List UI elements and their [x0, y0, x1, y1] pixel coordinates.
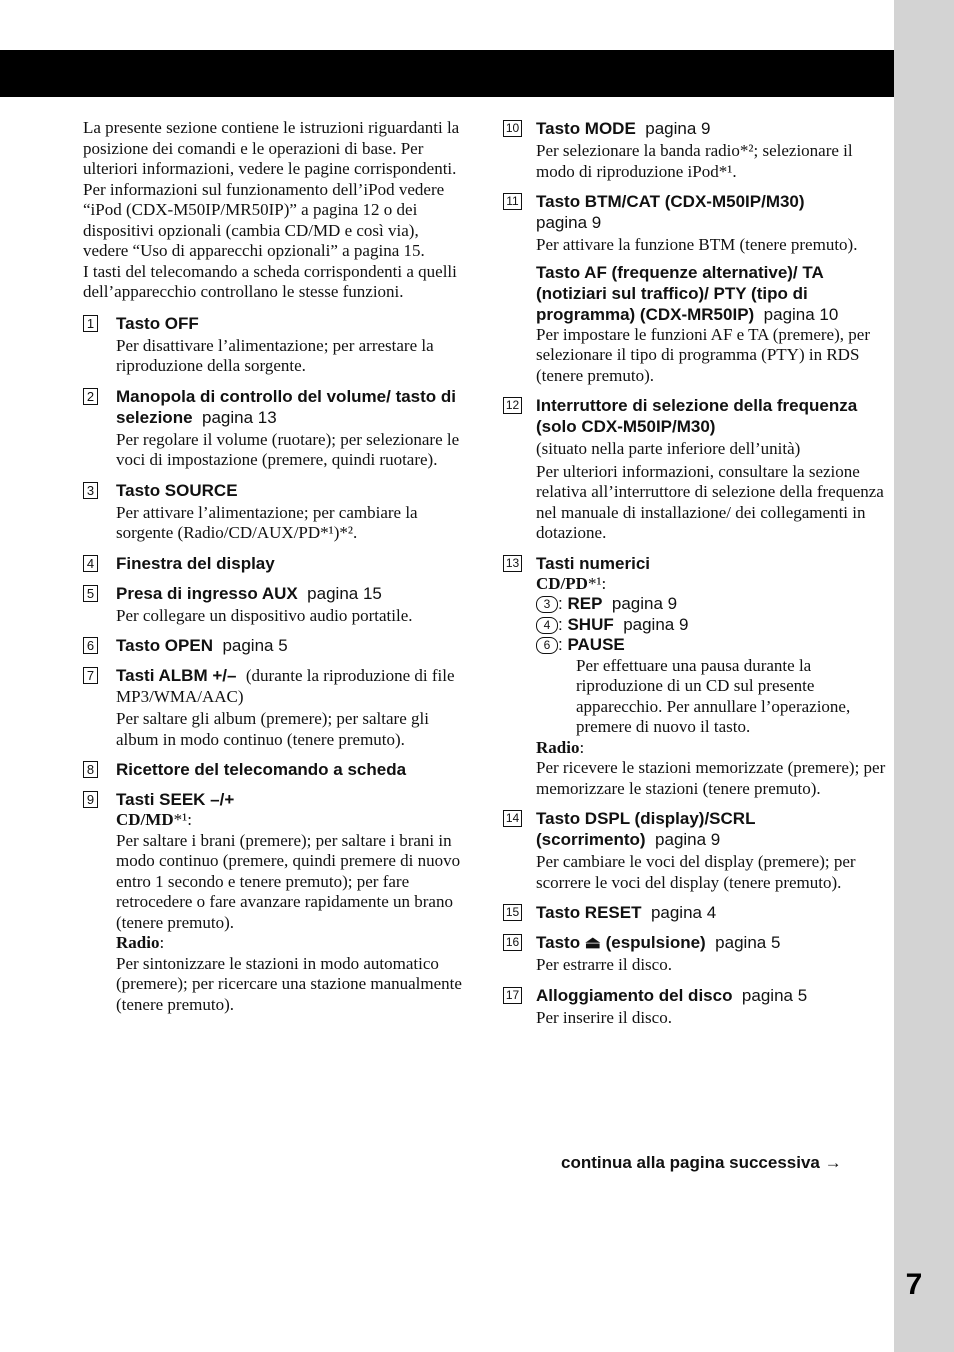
item-number: 12	[503, 397, 522, 414]
item-12	[503, 395, 888, 544]
item-subtitle: Tasto AF (frequenze alternative)/ TA (notiziari sul traffico)/ PTY (tipo di programma) (CDX-MR50IP)	[536, 262, 824, 324]
item-description: Per saltare i brani (premere); per saltare i brani in modo continuo (premere, quindi premere di nuovo entro 1 secondo e tenere premuto); per fare retrocedere o fare avanzare rapidamente un brano (tenere premuto).	[116, 830, 461, 932]
item-14	[503, 808, 888, 893]
item-number: 13	[503, 555, 522, 572]
key-rep: 3 : REP pagina 9	[536, 594, 888, 615]
page-reference: pagina 9	[623, 614, 689, 634]
page-number: 7	[905, 1268, 923, 1301]
item-number: 9	[83, 791, 98, 808]
page-reference: pagina 9	[655, 830, 721, 849]
mode-label: Radio	[536, 737, 580, 757]
page-reference: pagina 5	[741, 985, 808, 1005]
item-description: Per inserire il disco.	[536, 1007, 672, 1027]
key-number: 6	[536, 637, 558, 654]
item-description: Per ricevere le stazioni memorizzate (premere); per memorizzare le stazioni (tenere premuto).	[536, 758, 886, 798]
key-number: 4	[536, 617, 558, 634]
item-title: Tasto ⏏ (espulsione)	[536, 933, 706, 952]
colon: :	[159, 933, 165, 952]
item-description: Per effettuare una pausa durante la riproduzione di un CD sul presente apparecchio. Per annullare l’operazione, premere di nuovo il tasto.	[576, 655, 851, 736]
item-title: Tasti numerici	[536, 553, 650, 573]
item-number: 1	[83, 315, 98, 332]
mode-label: Radio	[116, 933, 160, 952]
key-name: SHUF	[567, 614, 614, 634]
page-reference: pagina 10	[763, 304, 839, 324]
item-number: 14	[503, 810, 522, 827]
item-title: Tasto MODE	[536, 119, 636, 138]
page-reference: pagina 5	[222, 636, 288, 655]
item-title: Ricettore del telecomando a scheda	[116, 760, 407, 779]
item-note: (situato nella parte inferiore dell’unità)	[536, 439, 801, 458]
item-13	[503, 553, 888, 800]
item-title: Presa di ingresso AUX	[116, 583, 298, 603]
item-title: Tasto OFF	[116, 313, 199, 333]
intro-paragraph: I tasti del telecomando a scheda corrispondenti a quelli dell’apparecchio controllano le stesse funzioni.	[83, 261, 457, 301]
item-1	[83, 313, 468, 377]
item-3	[83, 480, 468, 544]
item-2	[83, 386, 468, 471]
mode-label: CD/MD	[116, 810, 174, 829]
item-title: Tasti ALBM +/–	[116, 666, 237, 685]
arrow-right-icon: →	[824, 1153, 842, 1172]
item-number: 10	[503, 120, 522, 137]
page-reference: pagina 9	[645, 119, 711, 138]
page-reference: pagina 4	[650, 903, 717, 922]
item-number: 6	[83, 637, 98, 654]
item-title: Tasti SEEK –/+	[116, 790, 235, 809]
item-number: 17	[503, 987, 522, 1004]
item-title: Tasto DSPL (display)/SCRL (scorrimento)	[536, 809, 756, 849]
right-column	[503, 118, 888, 1028]
intro-paragraph: La presente sezione contiene le istruzioni riguardanti la posizione dei comandi e le operazioni di base. Per ulteriori informazioni, vedere le pagine corrispondenti.	[83, 118, 460, 178]
item-6	[83, 635, 468, 656]
item-5	[83, 583, 468, 627]
key-shuf: 4 : SHUF pagina 9	[536, 615, 888, 636]
page-reference: pagina 5	[715, 933, 781, 952]
key-name: REP	[567, 594, 603, 613]
item-description: Per estrarre il disco.	[536, 955, 672, 974]
side-strip	[894, 0, 954, 1352]
item-description: Per saltare gli album (premere); per saltare gli album in modo continuo (tenere premuto).	[116, 709, 429, 749]
item-description: Per disattivare l’alimentazione; per arrestare la riproduzione della sorgente.	[116, 335, 434, 375]
colon: :	[579, 737, 585, 757]
item-description: Per regolare il volume (ruotare); per selezionare le voci di impostazione (premere, quindi ruotare).	[116, 429, 460, 469]
key-number: 3	[536, 596, 558, 613]
item-title: Tasto RESET	[536, 903, 642, 922]
item-note: (durante la riproduzione di file MP3/WMA/AAC)	[116, 666, 455, 706]
item-description: Per attivare l’alimentazione; per cambiare la sorgente (Radio/CD/AUX/PD*¹)*².	[116, 502, 418, 542]
footnote-mark: *¹:	[587, 573, 607, 593]
header-bar	[0, 50, 894, 97]
key-pause: 6 : PAUSE	[536, 635, 888, 656]
item-description: Per ulteriori informazioni, consultare la sezione relativa all’interruttore di selezione della frequenza nel manuale di installazione/ dei collegamenti in dotazione.	[536, 461, 884, 542]
item-number: 15	[503, 904, 522, 921]
item-title: Interruttore di selezione della frequenza (solo CDX-M50IP/M30)	[536, 396, 858, 436]
continue-note	[561, 1153, 842, 1173]
item-4	[83, 553, 468, 574]
item-description: Per sintonizzare le stazioni in modo automatico (premere); per ricercare una stazione manualmente (tenere premuto).	[116, 953, 462, 1014]
item-number: 7	[83, 667, 98, 684]
item-number: 3	[83, 482, 98, 499]
item-7	[83, 665, 468, 750]
item-description: Per collegare un dispositivo audio portatile.	[116, 605, 413, 625]
item-title: Alloggiamento del disco	[536, 985, 733, 1005]
item-description: Per cambiare le voci del display (premere); per scorrere le voci del display (tenere premuto).	[536, 852, 856, 892]
intro-paragraph: Per informazioni sul funzionamento dell’iPod vedere “iPod (CDX-M50IP/MR50IP)” a pagina 12 o dei dispositivi opzionali (cambia CD/MD e così via), vedere “Uso di apparecchi opzionali” a pagina 15.	[83, 179, 445, 260]
left-column	[83, 118, 468, 1015]
key-name: PAUSE	[567, 635, 625, 654]
item-description: Per impostare le funzioni AF e TA (premere), per selezionare il tipo di programma (PTY) in RDS (tenere premuto).	[536, 324, 870, 385]
item-description: Per selezionare la banda radio*²; selezionare il modo di riproduzione iPod*¹.	[536, 141, 853, 181]
intro-text	[83, 118, 468, 303]
item-title: Finestra del display	[116, 553, 275, 573]
item-number: 11	[503, 193, 522, 210]
item-number: 4	[83, 555, 98, 572]
page-reference: pagina 9	[536, 213, 602, 232]
item-17	[503, 985, 888, 1029]
item-description: Per attivare la funzione BTM (tenere premuto).	[536, 235, 858, 254]
item-title: Tasto OPEN	[116, 636, 213, 655]
item-16	[503, 932, 888, 976]
item-10	[503, 118, 888, 182]
item-number: 5	[83, 585, 98, 602]
footnote-mark: *¹:	[173, 810, 192, 829]
page-reference: pagina 15	[307, 583, 382, 603]
item-15	[503, 902, 888, 923]
page-reference: pagina 13	[202, 407, 277, 427]
item-number: 16	[503, 934, 522, 951]
item-title: Tasto BTM/CAT (CDX-M50IP/M30)	[536, 192, 805, 211]
page-reference: pagina 9	[611, 594, 678, 613]
item-number: 2	[83, 388, 98, 405]
item-number: 8	[83, 761, 98, 778]
item-9	[83, 789, 468, 1015]
item-11	[503, 191, 888, 386]
continue-text: continua alla pagina successiva	[561, 1153, 820, 1172]
item-title: Tasto SOURCE	[116, 480, 238, 500]
item-title: Manopola di controllo del volume/ tasto di selezione	[116, 386, 457, 427]
mode-label: CD/PD	[536, 573, 588, 593]
item-8	[83, 759, 468, 780]
